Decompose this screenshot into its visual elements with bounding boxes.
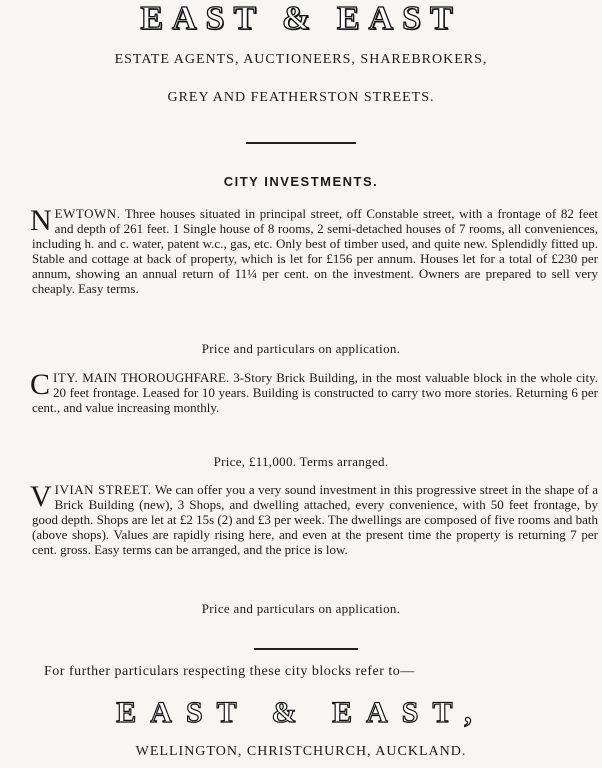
listing-price: Price, £11,000. Terms arranged. (213, 454, 389, 469)
listing-body: We can offer you a very sound investment in this progressive street in the shape of a Brick Building (new), 3 Shops, and dwelling attached, every convenience, with 50 feet frontage, by good depth. Shops are let at £2 15s (2) and £3 per week. The dwellings are composed of five rooms and bath (above shops). Values are rapidly rising here, and even at the present time the property is returning 7 per cent. gross. Easy terms can be arranged, and the price is low. (32, 482, 599, 557)
listing-body: MAIN THOROUGHFARE. 3-Story Brick Building, in the most valuable block in the whole city. 20 feet frontage. Leased for 10 years. Building is constructed to carry two more stories. Returning 6 per cent., and value increasing monthly. (32, 370, 598, 415)
footer-cities: WELLINGTON, CHRISTCHURCH, AUCKLAND. (135, 744, 467, 759)
firm-address: GREY AND FEATHERSTON STREETS. (167, 90, 435, 105)
listing-city (32, 370, 598, 415)
listing-newtown (32, 206, 598, 296)
listing-price: Price and particulars on application. (201, 341, 401, 356)
listing-initial: C (30, 368, 51, 401)
listing-heading: ITY. (53, 370, 79, 385)
footer-firm-name: EAST & EAST, (116, 696, 486, 729)
listing-initial: V (30, 480, 52, 513)
further-particulars: For further particulars respecting these city blocks refer to— (44, 664, 415, 679)
listing-initial: N (30, 204, 52, 237)
listing-body: Three houses situated in principal street, off Constable street, with a frontage of 82 feet and depth of 261 feet. 1 Single house of 8 rooms, 2 semi-detached houses of 7 rooms, all conveniences, including h. and c. water, patent w.c., gas, etc. Only best of timber used, and quite new. Splendidly fitted up. Stable and cottage at back of property, which is let for £156 per annum. Houses let for a total of £230 per annum, showing an annual return of 11¼ per cent. on the investment. Owners are prepared to sell very cheaply. Easy terms. (32, 206, 599, 296)
listing-price: Price and particulars on application. (201, 601, 401, 616)
section-title: CITY INVESTMENTS. (223, 174, 379, 189)
divider-bottom (254, 648, 358, 650)
listing-heading: EWTOWN. (54, 206, 121, 221)
listing-vivian-street (32, 482, 598, 557)
firm-services: ESTATE AGENTS, AUCTIONEERS, SHAREBROKERS, (114, 52, 488, 67)
listing-heading: IVIAN STREET. (54, 482, 152, 497)
firm-masthead: EAST & EAST (140, 0, 462, 37)
divider-top (246, 142, 356, 144)
